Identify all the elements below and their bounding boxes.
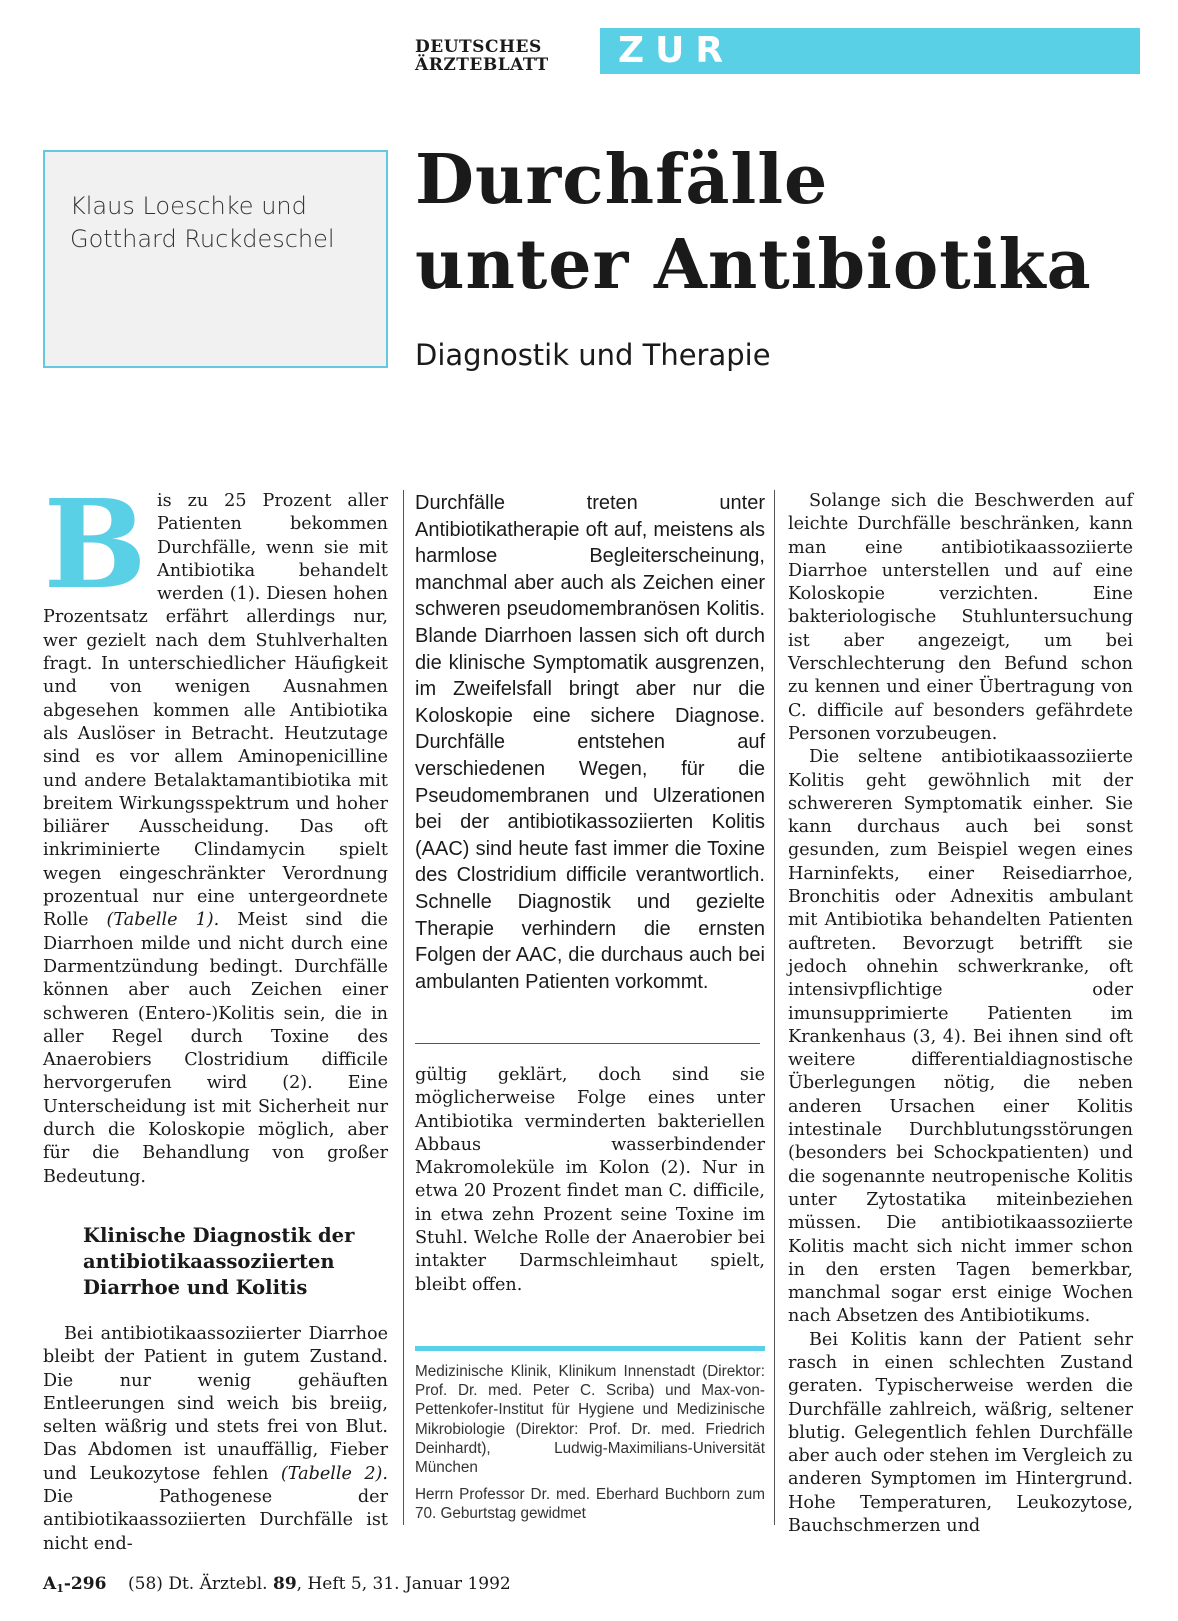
- section-banner: ZUR FORTBILDUNG: [600, 28, 1140, 74]
- section-text-continued: Die Pathogenese der antibiotikaassoziierten Durchfälle ist nicht end-: [43, 1486, 388, 1554]
- col3-paragraph-2: Die seltene antibiotikaassoziierte Kolitis geht gewöhnlich mit der schwereren Symptomatik einher. Sie kann durchaus auch bei sonst gesunden, zum Beispiel wegen eines Harninfekts, einer Reisediarrhoe, Bronchitis oder Adnexitis ambulant mit Antibiotika behandelten Patienten auftreten. Bevorzugt betrifft sie jedoch ohnehin schwerkranke, oft intensivpflichtige oder imunsupprimierte Patienten im Krankenhaus (3, 4). Bei ihnen sind oft weitere differentialdiagnostische Überlegungen nötig, die neben anderen Ursachen einer Kolitis intestinale Durchblutungsstörungen (besonders bei Schockpatienten) und die sogenannte neutropenische Kolitis unter Zytostatika miteinbeziehen müssen. Die antibiotikaassoziierte Kolitis macht sich nicht immer schon in den ersten Tagen bemerkbar, manchmal sogar erst einige Wochen nach Absetzen des Antibiotikums.: [788, 747, 1133, 1327]
- masthead-line-2: ÄRZTEBLATT: [415, 55, 549, 75]
- column-3: [788, 490, 1133, 1538]
- article-title-line-2: unter Antibiotika: [415, 225, 1092, 305]
- page-number: [43, 1574, 106, 1594]
- col3-paragraph-3: Bei Kolitis kann der Patient sehr rasch in einen schlechten Zustand geraten. Typischerweise werden die Durchfälle zahlreich, wäßrig, seltener blutig. Gelegentlich fehlen Durchfälle aber auch oder stehen im Vergleich zu anderen Symptomen im Hintergrund. Hohe Temperaturen, Leukozytose, Bauchschmerzen und: [788, 1329, 1133, 1537]
- continuation-text: gültig geklärt, doch sind sie möglicherweise Folge eines unter Antibiotika verminderten bakteriellen Abbaus wasserbindender Makromoleküle im Kolon (2). Nur in etwa 20 Prozent findet man C. difficile, in etwa zehn Prozent seine Toxine im Stuhl. Welche Rolle der Anaerobier bei intakter Darmschleimhaut spielt, bleibt offen.: [415, 1065, 765, 1295]
- masthead-line-1: DEUTSCHES: [415, 37, 542, 57]
- table-1-reference[interactable]: (Tabelle 1).: [106, 910, 220, 931]
- column-divider-2: [774, 490, 775, 1525]
- masthead-logo: [415, 38, 587, 74]
- article-subtitle: Diagnostik und Therapie: [415, 338, 771, 372]
- intro-text-continued: Meist sind die Diarrhoen milde und nicht durch eine Darmentzündung bedingt. Durchfälle können aber auch Zeichen einer schweren (Entero-)Kolitis sein, die in aller Regel durch Toxine des Anaerobiers Clostridium difficile hervorgerufen wird (2). Eine Unterscheidung ist mit Sicherheit nur durch die Koloskopie möglich, aber für die Behandlung von großer Bedeutung.: [43, 910, 389, 1187]
- affiliation-text: Medizinische Klinik, Klinikum Innenstadt (Direktor: Prof. Dr. med. Peter C. Scriba) und Max-von-Pettenkofer-Institut für Hygiene und Medizinische Mikrobiologie (Direktor: Prof. Dr. med. Friedrich Deinhardt), Ludwig-Maximilians-Universität München: [415, 1363, 765, 1477]
- abstract: [415, 490, 765, 995]
- abstract-divider: [415, 1043, 760, 1044]
- column-2-continuation: [415, 1064, 765, 1297]
- citation-suffix: , Heft 5, 31. Januar 1992: [296, 1574, 511, 1594]
- section-text: Bei antibiotikaassoziierter Diarrhoe bleibt der Patient in gutem Zustand. Die nur wenig gehäuften Entleerungen sind weich bis breiig, selten wäßrig und stets frei von Blut. Das Abdomen ist unauffällig, Fieber und Leukozytose fehlen: [43, 1323, 388, 1484]
- affiliation-block: [415, 1362, 765, 1524]
- page-prefix: A: [43, 1574, 57, 1594]
- abstract-text: Durchfälle treten unter Antibiotikatherapie oft auf, meistens als harmlose Begleiterscheinung, manchmal aber auch als Zeichen einer schweren pseudomembranösen Kolitis. Blande Diarrhoen lassen sich oft durch die klinische Symptomatik ausgrenzen, im Zweifelsfall bringt aber nur die Koloskopie eine sichere Diagnose. Durchfälle entstehen auf verschiedenen Wegen, für die Pseudomembranen und Ulzerationen bei der antibiotikassoziierten Kolitis (AAC) sind heute fast immer die Toxine des Clostridium difficile verantwortlich. Schnelle Diagnostik und gezielte Therapie verhindern die ernsten Folgen der AAC, die durchaus auch bei ambulanten Patienten vorkommt.: [415, 492, 765, 993]
- page-footer: [43, 1574, 511, 1595]
- article-title-line-1: Durchfälle: [415, 140, 829, 220]
- author-line-2: Gotthard Ruckdeschel: [70, 225, 335, 253]
- column-1: [43, 472, 389, 1556]
- table-2-reference[interactable]: (Tabelle 2).: [280, 1463, 388, 1484]
- section-heading: Klinische Diagnostik der antibiotikaassoziierten Diarrhoe und Kolitis: [83, 1223, 355, 1299]
- col3-paragraph-1: Solange sich die Beschwerden auf leichte Durchfälle beschränken, kann man eine antibiotikaassoziierte Diarrhoe unterstellen und auf eine Koloskopie verzichten. Eine bakteriologische Stuhluntersuchung ist aber angezeigt, um bei Verschlechterung den Befund schon zu kennen und einer Übertragung von C. difficile auf besonders gefährdete Personen vorzubeugen.: [788, 491, 1133, 744]
- page-subscript: 1: [56, 1582, 64, 1595]
- column-divider-1: [403, 490, 404, 1525]
- page-num: -296: [63, 1574, 107, 1594]
- drop-cap: B: [43, 472, 147, 616]
- citation-volume: 89: [272, 1574, 297, 1594]
- intro-text: is zu 25 Prozent aller Patienten bekommen Durchfälle, wenn sie mit Antibiotika behandelt werden (1). Diesen hohen Prozentsatz erfährt allerdings nur, wer gezielt nach dem Stuhlverhalten fragt. In unterschiedlicher Häufigkeit und von wenigen Ausnahmen abgesehen kommen alle Antibiotika als Auslöser in Betracht. Heutzutage sind es vor allem Aminopenicilline und andere Betalaktamantibiotika mit breitem Wirkungsspektrum und hoher biliärer Ausscheidung. Das oft inkriminierte Clindamycin spielt wegen eingeschränkter Verordnung prozentual nur eine untergeordnete Rolle: [43, 491, 388, 931]
- intro-paragraph: [43, 472, 389, 1189]
- section-paragraph: [43, 1323, 388, 1556]
- dedication-text: Herrn Professor Dr. med. Eberhard Buchborn zum 70. Geburtstag gewidmet: [415, 1486, 765, 1523]
- citation-prefix: (58) Dt. Ärztebl.: [128, 1574, 268, 1594]
- affiliation-rule: [415, 1346, 765, 1351]
- author-line-1: Klaus Loeschke und: [70, 192, 307, 220]
- author-box: [43, 150, 388, 368]
